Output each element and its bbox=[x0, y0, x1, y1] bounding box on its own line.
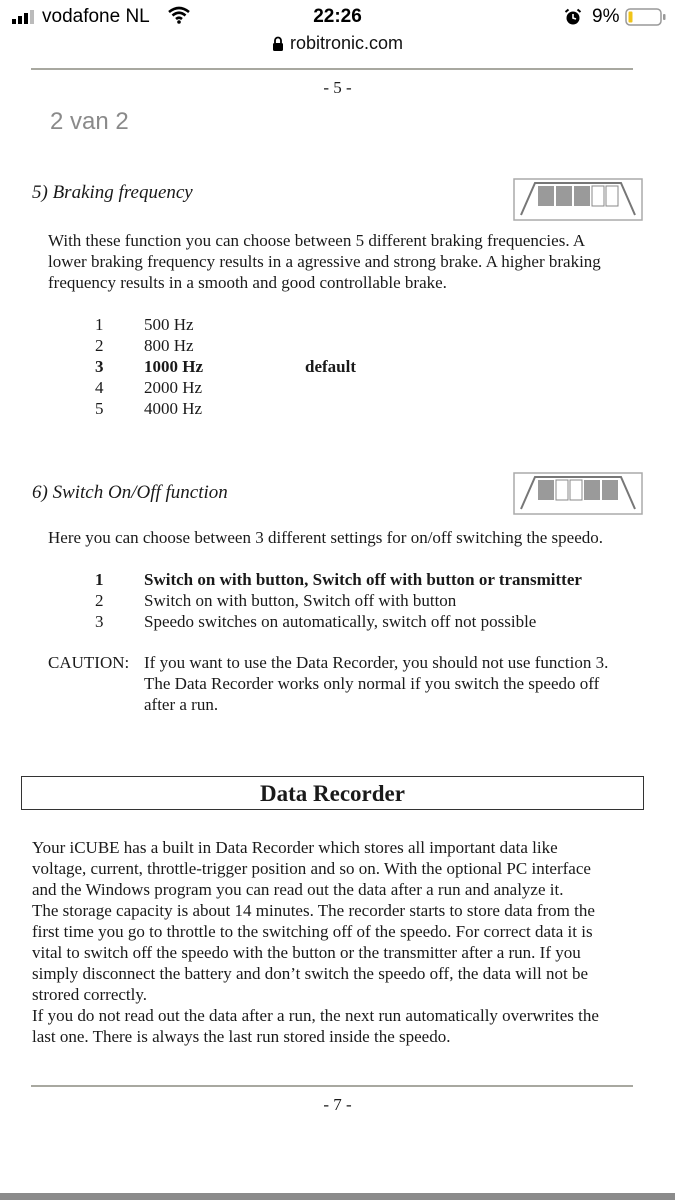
address-bar[interactable] bbox=[0, 33, 675, 54]
url-text: robitronic.com bbox=[289, 33, 404, 53]
default-label: default bbox=[305, 357, 356, 376]
option-number: 3 bbox=[95, 357, 104, 376]
option-value: 800 Hz bbox=[144, 336, 194, 355]
data-recorder-heading: Data Recorder bbox=[21, 776, 644, 810]
page-number: - 7 - bbox=[323, 1095, 352, 1114]
battery-percentage: 9% bbox=[592, 6, 620, 27]
option-number: 2 bbox=[95, 336, 104, 355]
page-counter: 2 van 2 bbox=[50, 108, 129, 135]
caution-label: CAUTION: bbox=[48, 653, 130, 672]
status-bar bbox=[0, 0, 675, 32]
option-number: 3 bbox=[95, 612, 104, 631]
section-5-description: With these function you can choose between 5 different braking frequencies. A lower braking frequency results in a agressive and strong brake. A higher braking frequency results in a smooth and good controllable brake. bbox=[48, 231, 601, 292]
option-number: 4 bbox=[95, 378, 104, 397]
carrier-name: vodafone NL bbox=[42, 6, 150, 27]
option-text: Speedo switches on automatically, switch off not possible bbox=[144, 612, 537, 631]
option-value: 2000 Hz bbox=[144, 378, 203, 397]
dip-switch-diagram-icon bbox=[513, 178, 643, 221]
page-divider bbox=[31, 1085, 633, 1087]
bottom-scroll-edge bbox=[0, 1193, 675, 1200]
option-number: 2 bbox=[95, 591, 104, 610]
option-value: 500 Hz bbox=[144, 315, 194, 334]
section-6-title: 6) Switch On/Off function bbox=[32, 482, 228, 503]
alarm-icon bbox=[564, 8, 582, 26]
option-value: 4000 Hz bbox=[144, 399, 203, 418]
section-5-title: 5) Braking frequency bbox=[32, 182, 193, 203]
option-number: 5 bbox=[95, 399, 104, 418]
clock-time: 22:26 bbox=[313, 6, 362, 27]
option-text: Switch on with button, Switch off with button or transmitter bbox=[144, 570, 582, 589]
page-divider bbox=[31, 68, 633, 70]
battery-icon bbox=[625, 8, 667, 26]
option-value: 1000 Hz bbox=[144, 357, 204, 376]
option-text: Switch on with button, Switch off with button bbox=[144, 591, 457, 610]
option-number: 1 bbox=[95, 570, 104, 589]
caution-text: If you want to use the Data Recorder, you should not use function 3. The Data Recorder works only normal if you switch the speedo off after a run. bbox=[144, 653, 609, 714]
page-number: - 5 - bbox=[323, 78, 352, 97]
dip-switch-diagram-icon bbox=[513, 472, 643, 515]
option-number: 1 bbox=[95, 315, 104, 334]
lock-icon bbox=[272, 36, 284, 51]
section-6-description: Here you can choose between 3 different settings for on/off switching the speedo. bbox=[48, 528, 604, 547]
data-recorder-body: Your iCUBE has a built in Data Recorder which stores all important data like voltage, current, throttle-trigger position and so on. With the optional PC interface and the Windows program you can read out the data after a run and analyze it. The storage capacity is about 14 minutes. The recorder starts to store data from the first time you go to throttle to the switching off of the speedo. For correct data it is vital to switch off the speedo with the button or the transmitter after a run. If you simply disconnect the battery and don’t switch the speedo off, the data will not be strored correctly. If you do not read out the data after a run, the next run automatically overwrites the last one. There is always the last run stored inside the speedo. bbox=[32, 838, 599, 1046]
